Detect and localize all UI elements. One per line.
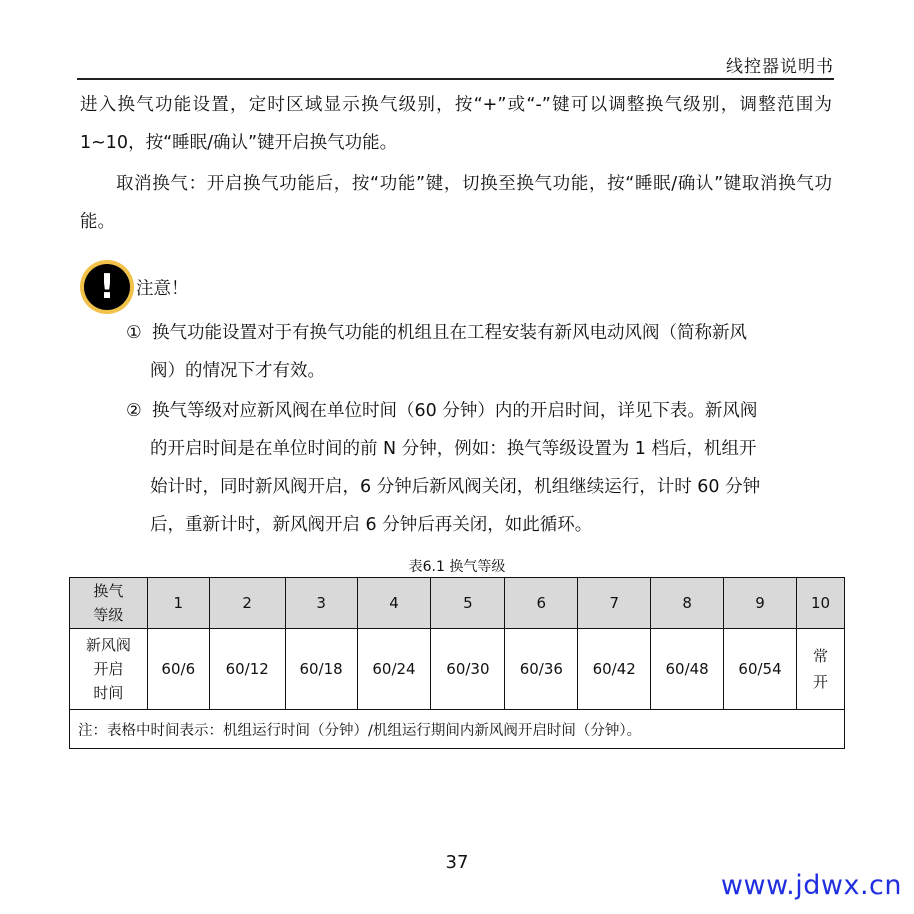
time-cell: 60/54 — [724, 629, 797, 710]
notice-heading — [80, 262, 189, 312]
table-data-row — [70, 629, 845, 710]
time-cell: 60/24 — [357, 629, 431, 710]
page-number: 37 — [445, 852, 469, 873]
paragraph-ventilation-setup: 进入换气功能设置，定时区域显示换气级别，按“+”或“-”键可以调整换气级别，调整范围为1~10，按“睡眠/确认”键开启换气功能。 — [80, 95, 832, 153]
table-note-row — [70, 710, 845, 749]
level-cell: 7 — [578, 578, 651, 629]
document-title: 线控器说明书 — [726, 57, 834, 77]
notice-item-1 — [124, 314, 834, 390]
notice-item-continuation: 阀）的情况下才有效。 — [150, 361, 325, 381]
time-cell: 60/18 — [285, 629, 357, 710]
notice-item-text: 换气等级对应新风阀在单位时间（60 分钟）内的开启时间，详见下表。新风阀 — [152, 401, 758, 421]
notice-item-number: ① — [126, 323, 142, 343]
level-cell: 1 — [147, 578, 209, 629]
table-header-row — [70, 578, 845, 629]
level-cell: 6 — [505, 578, 578, 629]
time-cell: 60/42 — [578, 629, 651, 710]
notice-item-continuation: 后，重新计时，新风阀开启 6 分钟后再关闭，如此循环。 — [150, 515, 593, 535]
vertical-char: 开 — [812, 673, 828, 691]
row-header-open-time — [70, 629, 148, 710]
time-cell: 60/48 — [651, 629, 724, 710]
header-divider — [77, 78, 834, 80]
time-cell: 60/30 — [431, 629, 505, 710]
row-header-line: 开启 — [93, 660, 124, 678]
row-header-line: 时间 — [93, 684, 124, 702]
table-note: 注：表格中时间表示：机组运行时间（分钟）/机组运行期间内新风阀开启时间（分钟）。 — [70, 710, 845, 749]
level-cell: 5 — [431, 578, 505, 629]
row-header-line: 换气 — [93, 582, 124, 600]
time-cell-always-open — [796, 629, 844, 710]
row-header-line: 新风阀 — [85, 636, 131, 654]
level-cell: 9 — [724, 578, 797, 629]
watermark-url: www.jdwx.cn — [720, 870, 902, 901]
time-cell: 60/36 — [505, 629, 578, 710]
notice-item-continuation: 始计时，同时新风阀开启，6 分钟后新风阀关闭，机组继续运行，计时 60 分钟 — [150, 477, 761, 497]
level-cell: 10 — [796, 578, 844, 629]
vertical-char: 常 — [812, 647, 828, 665]
level-cell: 3 — [285, 578, 357, 629]
row-header-level — [70, 578, 148, 629]
notice-item-2 — [124, 392, 834, 544]
exclamation-icon: ! — [84, 264, 130, 310]
table-caption: 表6.1 换气等级 — [408, 559, 506, 575]
level-cell: 2 — [209, 578, 285, 629]
level-cell: 8 — [651, 578, 724, 629]
row-header-line: 等级 — [93, 606, 124, 624]
level-cell: 4 — [357, 578, 431, 629]
time-cell: 60/12 — [209, 629, 285, 710]
notice-label: 注意！ — [136, 278, 189, 299]
ventilation-level-table — [69, 577, 845, 749]
notice-item-continuation: 的开启时间是在单位时间的前 N 分钟，例如：换气等级设置为 1 档后，机组开 — [150, 439, 757, 459]
warning-icon — [80, 260, 134, 314]
notice-item-text: 换气功能设置对于有换气功能的机组且在工程安装有新风电动风阀（简称新风 — [152, 323, 747, 343]
notice-item-number: ② — [126, 401, 142, 421]
time-cell: 60/6 — [147, 629, 209, 710]
paragraph-cancel-ventilation: 取消换气：开启换气功能后，按“功能”键，切换至换气功能，按“睡眠/确认”键取消换气功能。 — [80, 174, 832, 232]
